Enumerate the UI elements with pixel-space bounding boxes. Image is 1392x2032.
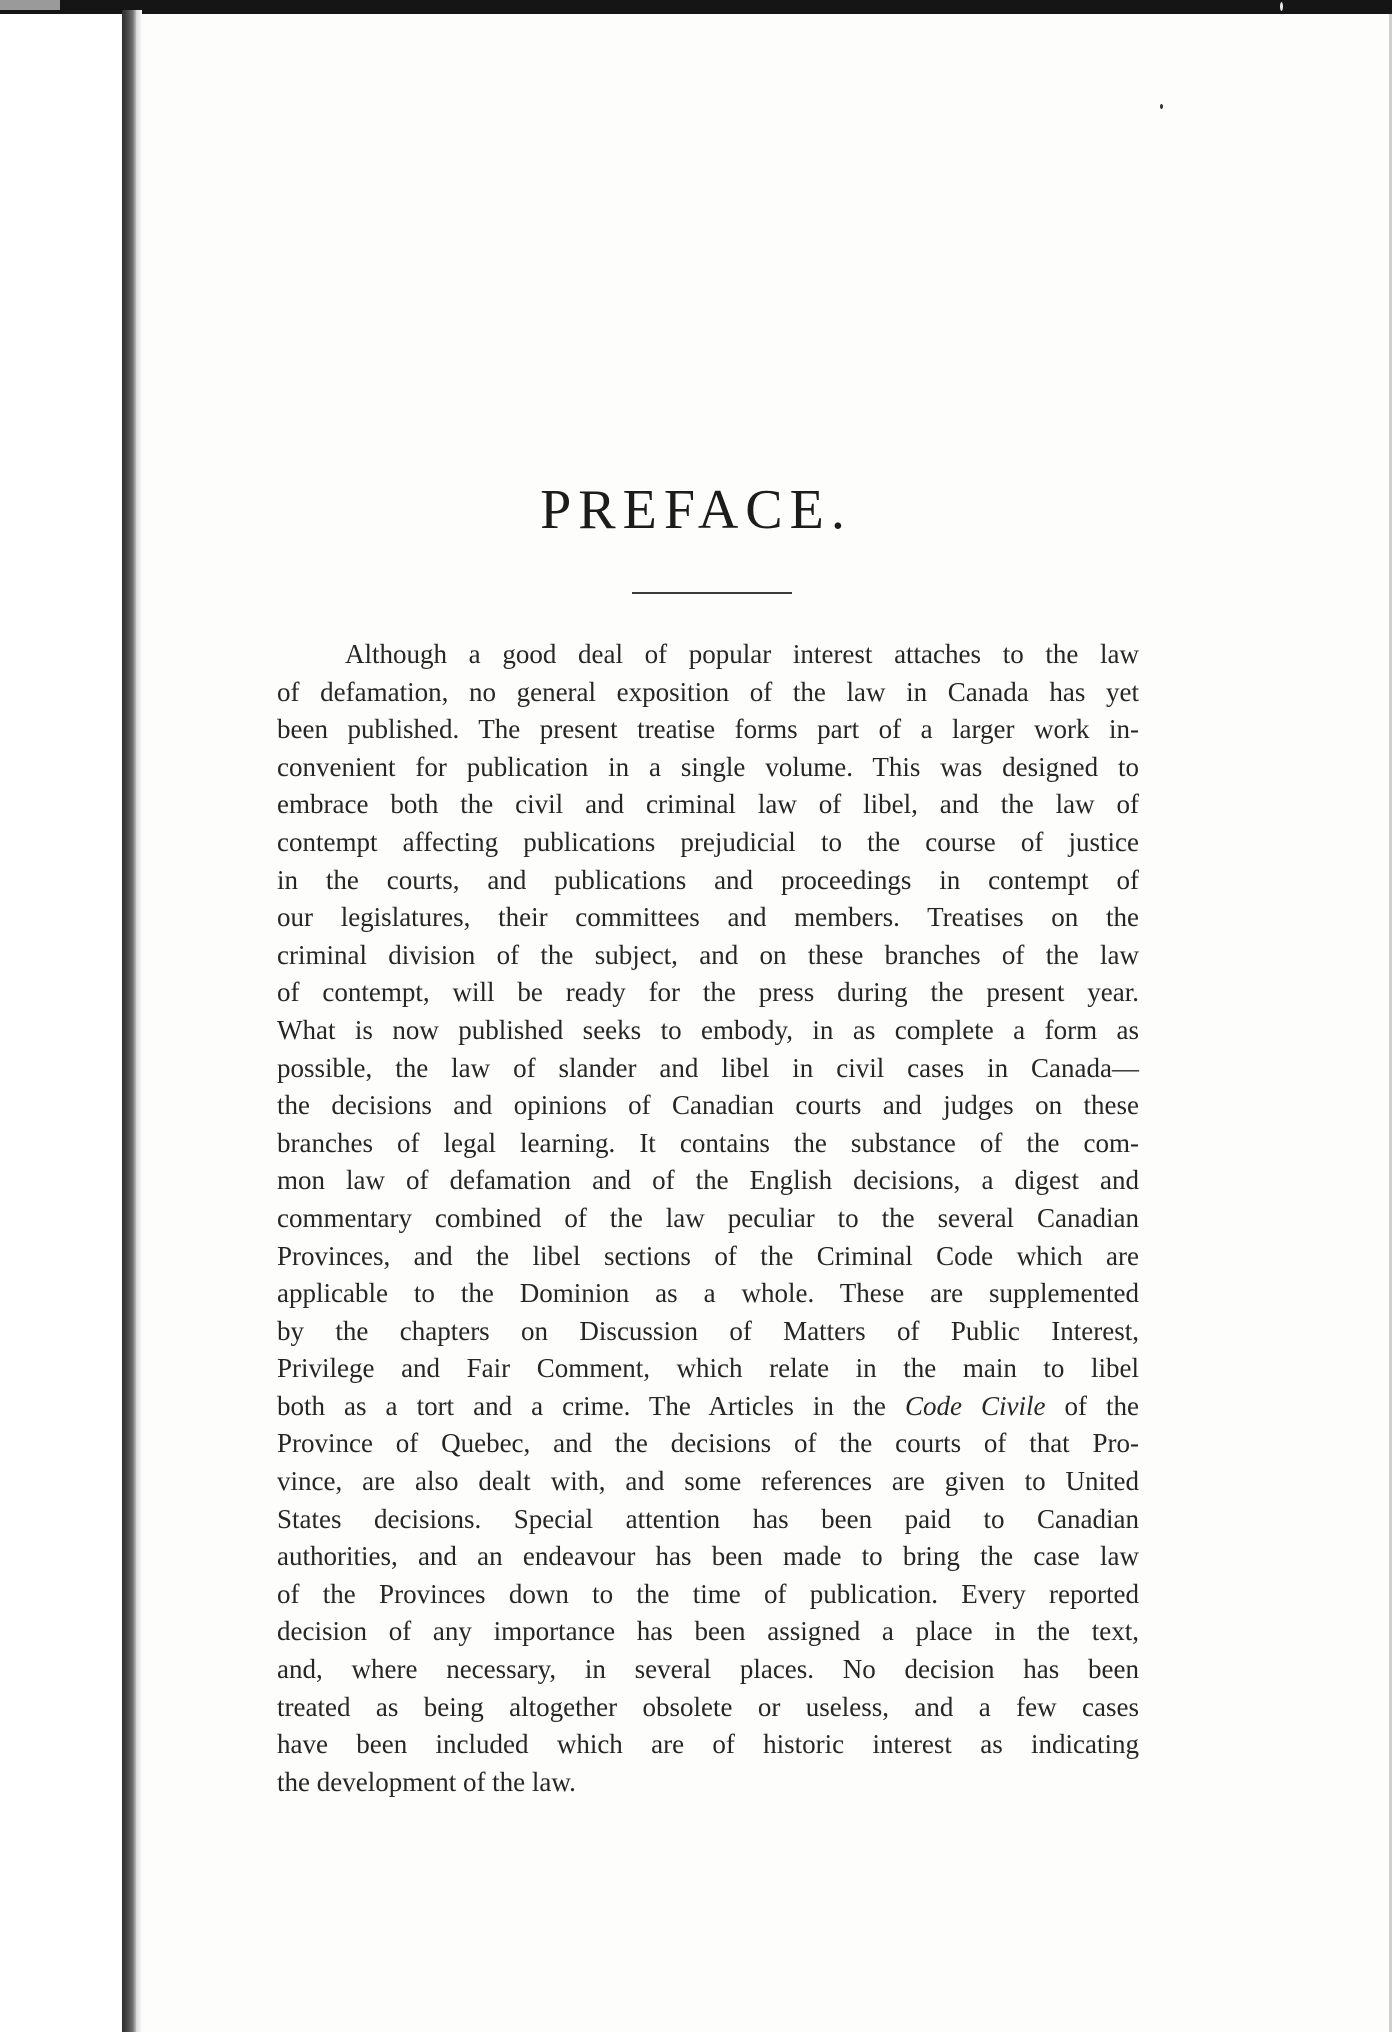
paragraph-line-with-italic: [277, 1388, 1139, 1426]
paragraph-line: authorities, and an endeavour has been made to bring the case law: [277, 1541, 1139, 1572]
paragraph-line: been published. The present treatise forms part of a larger work in-: [277, 714, 1139, 745]
paragraph-line: commentary combined of the law peculiar to the several Canadian: [277, 1202, 1139, 1233]
paragraph-line: mon law of defamation and of the English decisions, a digest and: [277, 1165, 1139, 1196]
paragraph-line: of contempt, will be ready for the press during the present year.: [277, 977, 1139, 1008]
paragraph-line: Province of Quebec, and the decisions of the courts of that Pro-: [277, 1428, 1139, 1459]
paragraph-line: What is now published seeks to embody, in as complete a form as: [277, 1014, 1139, 1045]
paragraph-line: the decisions and opinions of Canadian courts and judges on these: [277, 1090, 1139, 1121]
paragraph-line: and, where necessary, in several places. No decision has been: [277, 1654, 1139, 1685]
paragraph-line: the development of the law.: [277, 1766, 576, 1797]
paragraph-line: decision of any importance has been assigned a place in the text,: [277, 1616, 1139, 1647]
top-dark-edge: [0, 0, 1392, 14]
book-binding-edge: [122, 10, 136, 2032]
italic-phrase: Code Civile: [904, 1390, 1046, 1421]
dust-speck: [1280, 2, 1283, 11]
paragraph-line: treated as being altogether obsolete or useless, and a few cases: [277, 1691, 1139, 1722]
line-text: both as a tort and a crime. The Articles in the: [277, 1390, 905, 1421]
paragraph-line: branches of legal learning. It contains the substance of the com-: [277, 1127, 1139, 1158]
paragraph-line: convenient for publication in a single volume. This was designed to: [277, 751, 1139, 782]
paragraph-line: by the chapters on Discussion of Matters of Public Interest,: [277, 1315, 1139, 1346]
paragraph-line: criminal division of the subject, and on these branches of the law: [277, 939, 1139, 970]
paragraph-line: Provinces, and the libel sections of the Criminal Code which are: [277, 1240, 1139, 1271]
preface-paragraph: [277, 636, 1139, 1801]
left-margin: [0, 14, 120, 2032]
paragraph-line: possible, the law of slander and libel in civil cases in Canada—: [277, 1052, 1139, 1083]
binding-shadow: [136, 10, 142, 2032]
paragraph-line: vince, are also dealt with, and some references are given to United: [277, 1466, 1139, 1497]
title-divider-rule: [632, 592, 792, 594]
paragraph-line: our legislatures, their committees and members. Treatises on the: [277, 902, 1139, 933]
paragraph-line: have been included which are of historic interest as indicating: [277, 1729, 1139, 1760]
paragraph-line: embrace both the civil and criminal law of libel, and the law of: [277, 789, 1139, 820]
paragraph-line: States decisions. Special attention has been paid to Canadian: [277, 1503, 1139, 1534]
paragraph-line: applicable to the Dominion as a whole. These are supplemented: [277, 1278, 1139, 1309]
top-edge-gray-patch: [0, 0, 60, 10]
dust-speck: [1160, 104, 1163, 109]
paragraph-line: Although a good deal of popular interest attaches to the law: [345, 639, 1139, 669]
paragraph-line: in the courts, and publications and proceedings in contempt of: [277, 864, 1139, 895]
paragraph-line: contempt affecting publications prejudicial to the course of justice: [277, 826, 1139, 857]
line-text: of the: [1045, 1390, 1139, 1421]
paragraph-line: of defamation, no general exposition of the law in Canada has yet: [277, 676, 1139, 707]
paragraph-line: of the Provinces down to the time of publication. Every reported: [277, 1578, 1139, 1609]
paragraph-line: Privilege and Fair Comment, which relate in the main to libel: [277, 1353, 1139, 1384]
page-title: PREFACE.: [540, 479, 852, 541]
